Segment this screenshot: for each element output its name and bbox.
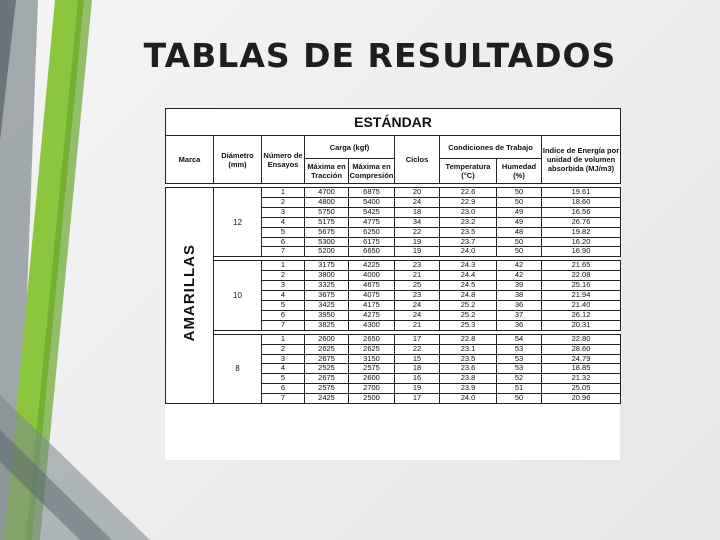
table-cell: 5300 — [305, 237, 349, 247]
table-cell: 23.9 — [440, 384, 497, 394]
table-cell: 23.2 — [440, 217, 497, 227]
table-cell: 21.32 — [542, 374, 621, 384]
table-cell: 42 — [497, 261, 542, 271]
table-cell: 4675 — [349, 281, 395, 291]
table-cell: 2625 — [305, 344, 349, 354]
table-cell: 22.8 — [440, 334, 497, 344]
table-cell: 24.79 — [542, 354, 621, 364]
header-carga-traccion: Máxima en Tracción — [305, 159, 349, 184]
table-cell: 2575 — [305, 384, 349, 394]
table-cell: 24 — [395, 300, 440, 310]
table-cell: 26.12 — [542, 310, 621, 320]
table-cell: 4275 — [349, 310, 395, 320]
table-cell: 6 — [262, 310, 305, 320]
table-cell: 4300 — [349, 320, 395, 330]
results-table-container — [165, 108, 620, 460]
table-cell: 6650 — [349, 247, 395, 257]
table-cell: 18.85 — [542, 364, 621, 374]
table-cell: 50 — [497, 394, 542, 404]
table-cell: 6250 — [349, 227, 395, 237]
table-cell: 23 — [395, 291, 440, 301]
header-humedad: Humedad (%) — [497, 159, 542, 184]
table-cell: 5400 — [349, 197, 395, 207]
marca-cell — [166, 188, 214, 404]
header-marca: Marca — [166, 136, 214, 184]
table-cell: 3675 — [305, 291, 349, 301]
table-cell: 4700 — [305, 188, 349, 198]
table-cell: 6 — [262, 237, 305, 247]
diameter-cell: 8 — [214, 334, 262, 403]
table-cell: 2425 — [305, 394, 349, 404]
table-cell: 3 — [262, 207, 305, 217]
table-cell: 3800 — [305, 271, 349, 281]
table-cell: 24.8 — [440, 291, 497, 301]
table-cell: 20 — [395, 188, 440, 198]
table-cell: 2600 — [349, 374, 395, 384]
table-cell: 54 — [497, 334, 542, 344]
table-cell: 15 — [395, 354, 440, 364]
table-cell: 2650 — [349, 334, 395, 344]
table-cell: 4175 — [349, 300, 395, 310]
table-cell: 19 — [395, 247, 440, 257]
table-cell: 36 — [497, 320, 542, 330]
table-cell: 2575 — [349, 364, 395, 374]
table-cell: 23.0 — [440, 207, 497, 217]
table-row — [166, 188, 621, 198]
table-cell: 23.5 — [440, 354, 497, 364]
table-cell: 22.08 — [542, 271, 621, 281]
table-cell: 19 — [395, 384, 440, 394]
table-cell: 42 — [497, 271, 542, 281]
table-cell: 2 — [262, 271, 305, 281]
slide-title: TABLAS DE RESULTADOS — [143, 36, 617, 75]
table-cell: 22.80 — [542, 334, 621, 344]
table-cell: 4075 — [349, 291, 395, 301]
table-cell: 24.4 — [440, 271, 497, 281]
table-cell: 19 — [395, 237, 440, 247]
table-cell: 2600 — [305, 334, 349, 344]
table-cell: 3325 — [305, 281, 349, 291]
table-cell: 3 — [262, 281, 305, 291]
table-cell: 23 — [395, 261, 440, 271]
table-cell: 53 — [497, 354, 542, 364]
table-cell: 36 — [497, 300, 542, 310]
table-cell: 34 — [395, 217, 440, 227]
table-cell: 37 — [497, 310, 542, 320]
marca-label: AMARILLAS — [181, 244, 198, 342]
table-cell: 18 — [395, 364, 440, 374]
table-cell: 18.60 — [542, 197, 621, 207]
results-table — [165, 108, 621, 404]
table-cell: 24 — [395, 197, 440, 207]
table-cell: 2 — [262, 344, 305, 354]
table-cell: 28.60 — [542, 344, 621, 354]
table-cell: 38 — [497, 291, 542, 301]
table-cell: 19.61 — [542, 188, 621, 198]
table-cell: 50 — [497, 237, 542, 247]
table-cell: 21 — [395, 320, 440, 330]
table-cell: 3 — [262, 354, 305, 364]
table-row — [166, 334, 621, 344]
table-cell: 3150 — [349, 354, 395, 364]
table-cell: 6175 — [349, 237, 395, 247]
table-cell: 25.16 — [542, 281, 621, 291]
table-cell: 53 — [497, 364, 542, 374]
table-cell: 25.2 — [440, 300, 497, 310]
table-cell: 4775 — [349, 217, 395, 227]
table-cell: 22.6 — [440, 188, 497, 198]
table-cell: 18 — [395, 207, 440, 217]
table-cell: 4800 — [305, 197, 349, 207]
table-cell: 6 — [262, 384, 305, 394]
table-cell: 48 — [497, 227, 542, 237]
table-cell: 24 — [395, 310, 440, 320]
table-cell: 16.56 — [542, 207, 621, 217]
table-cell: 5750 — [305, 207, 349, 217]
table-cell: 24.3 — [440, 261, 497, 271]
table-cell: 4000 — [349, 271, 395, 281]
header-carga-compresion: Máxima en Compresión — [349, 159, 395, 184]
table-cell: 19.82 — [542, 227, 621, 237]
table-cell: 23.8 — [440, 374, 497, 384]
table-cell: 22.9 — [440, 197, 497, 207]
table-cell: 20.31 — [542, 320, 621, 330]
table-cell: 1 — [262, 188, 305, 198]
header-condiciones: Condiciones de Trabajo — [440, 136, 542, 159]
header-ciclos: Ciclos — [395, 136, 440, 184]
table-cell: 2500 — [349, 394, 395, 404]
table-cell: 21.94 — [542, 291, 621, 301]
table-cell: 25.3 — [440, 320, 497, 330]
header-carga: Carga (kgf) — [305, 136, 395, 159]
table-cell: 20.96 — [542, 394, 621, 404]
table-cell: 3825 — [305, 320, 349, 330]
table-cell: 25.2 — [440, 310, 497, 320]
header-numero-ensayos: Número de Ensayos — [262, 136, 305, 184]
table-cell: 2625 — [349, 344, 395, 354]
table-cell: 24.0 — [440, 247, 497, 257]
table-caption: ESTÁNDAR — [166, 109, 621, 136]
table-cell: 39 — [497, 281, 542, 291]
header-temperatura: Temperatura (°C) — [440, 159, 497, 184]
table-cell: 2675 — [305, 354, 349, 364]
table-cell: 5175 — [305, 217, 349, 227]
table-cell: 4225 — [349, 261, 395, 271]
table-cell: 4 — [262, 364, 305, 374]
table-cell: 23.5 — [440, 227, 497, 237]
table-cell: 53 — [497, 344, 542, 354]
diameter-cell: 10 — [214, 261, 262, 330]
table-cell: 16.20 — [542, 237, 621, 247]
table-cell: 17 — [395, 394, 440, 404]
table-cell: 21.40 — [542, 300, 621, 310]
table-cell: 5425 — [349, 207, 395, 217]
table-cell: 5675 — [305, 227, 349, 237]
table-cell: 49 — [497, 207, 542, 217]
table-cell: 2 — [262, 197, 305, 207]
table-cell: 50 — [497, 188, 542, 198]
table-cell: 6875 — [349, 188, 395, 198]
table-cell: 16.90 — [542, 247, 621, 257]
table-cell: 24.5 — [440, 281, 497, 291]
table-cell: 17 — [395, 334, 440, 344]
background-decoration — [0, 0, 150, 540]
table-cell: 4 — [262, 217, 305, 227]
table-cell: 1 — [262, 261, 305, 271]
table-cell: 22 — [395, 227, 440, 237]
table-cell: 51 — [497, 384, 542, 394]
table-cell: 5 — [262, 374, 305, 384]
table-cell: 2700 — [349, 384, 395, 394]
table-cell: 24.0 — [440, 394, 497, 404]
table-cell: 7 — [262, 320, 305, 330]
table-cell: 16 — [395, 374, 440, 384]
table-cell: 21.65 — [542, 261, 621, 271]
table-row — [166, 261, 621, 271]
table-cell: 3425 — [305, 300, 349, 310]
table-cell: 23.6 — [440, 364, 497, 374]
table-cell: 1 — [262, 334, 305, 344]
table-cell: 2525 — [305, 364, 349, 374]
table-cell: 4 — [262, 291, 305, 301]
table-cell: 3950 — [305, 310, 349, 320]
table-cell: 25 — [395, 281, 440, 291]
table-cell: 25.05 — [542, 384, 621, 394]
table-cell: 5 — [262, 227, 305, 237]
table-cell: 52 — [497, 374, 542, 384]
table-cell: 26.76 — [542, 217, 621, 227]
table-cell: 50 — [497, 247, 542, 257]
table-cell: 50 — [497, 197, 542, 207]
table-cell: 3175 — [305, 261, 349, 271]
table-cell: 5 — [262, 300, 305, 310]
diameter-cell: 12 — [214, 188, 262, 257]
table-cell: 21 — [395, 271, 440, 281]
header-indice-energia: Indice de Energía por unidad de volumen absorbida (MJ/m3) — [542, 136, 621, 184]
table-cell: 23.1 — [440, 344, 497, 354]
table-cell: 23.7 — [440, 237, 497, 247]
header-diametro: Diámetro (mm) — [214, 136, 262, 184]
table-cell: 22 — [395, 344, 440, 354]
table-cell: 7 — [262, 394, 305, 404]
table-cell: 49 — [497, 217, 542, 227]
table-cell: 2675 — [305, 374, 349, 384]
table-cell: 5200 — [305, 247, 349, 257]
table-cell: 7 — [262, 247, 305, 257]
